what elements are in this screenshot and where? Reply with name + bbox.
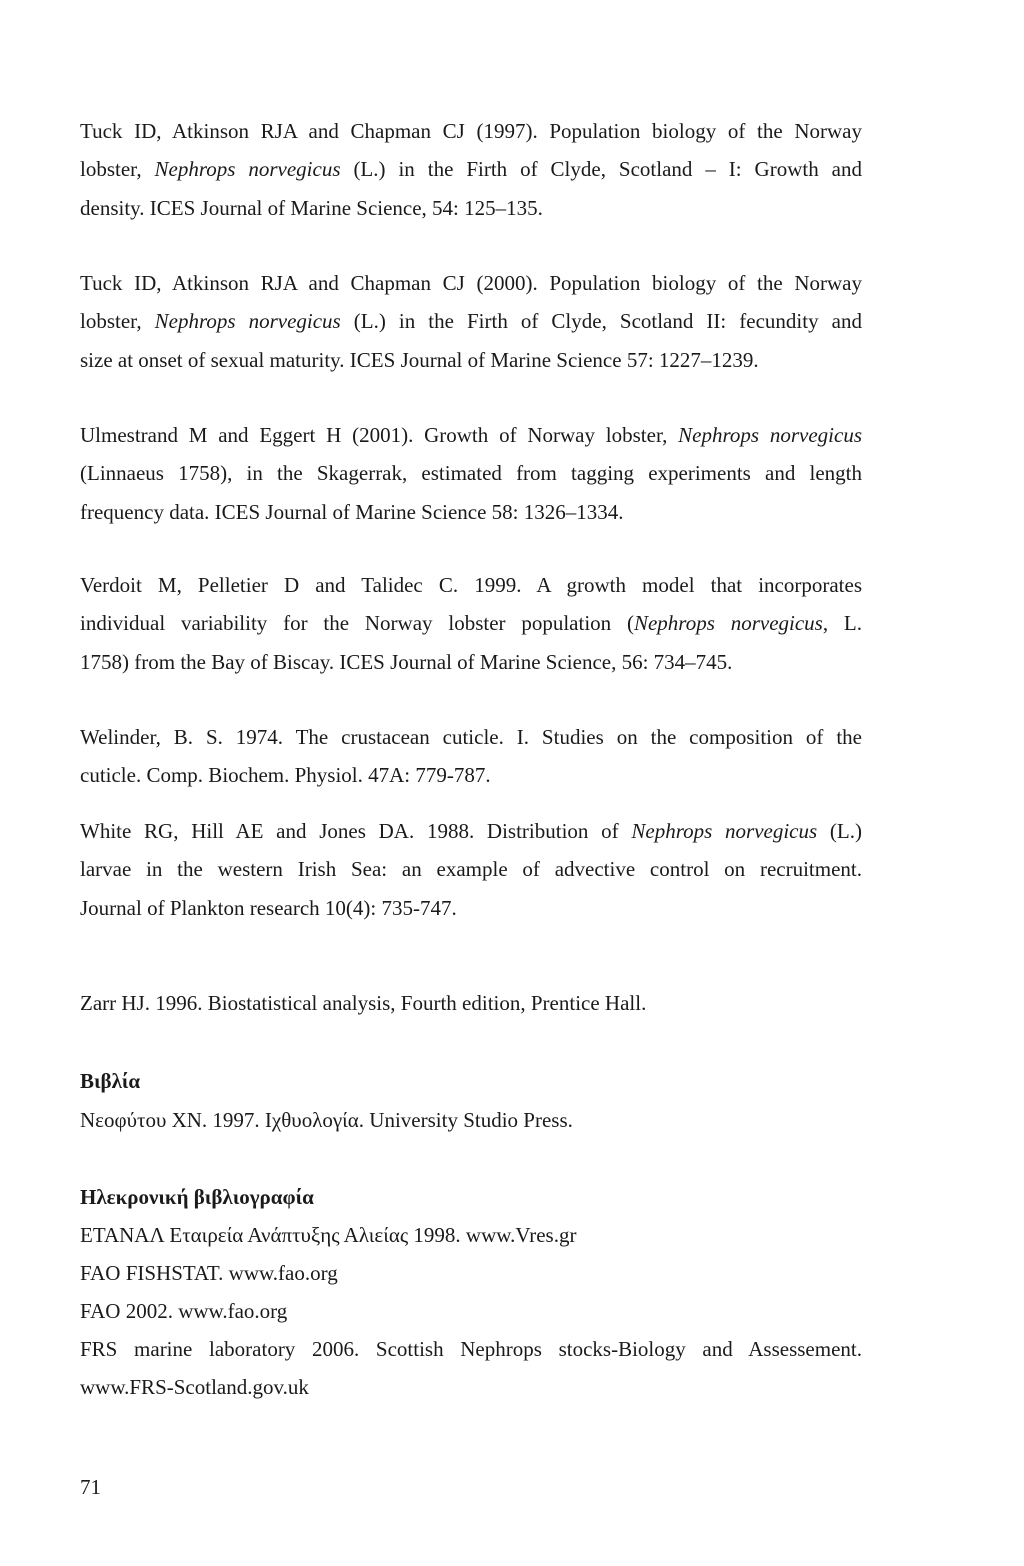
reference-line: size at onset of sexual maturity. ICES Journal of Marine Science 57: 1227–1239. <box>80 347 759 372</box>
species-name: Nephrops norvegicus <box>154 309 341 334</box>
web-references-heading: Ηλεκρονική βιβλιογραφία <box>80 1185 314 1209</box>
reference-entry <box>80 812 862 927</box>
reference-line: Journal of Plankton research 10(4): 735-747. <box>80 895 457 920</box>
reference-line: (Linnaeus 1758), in the Skagerrak, estimated from tagging experiments and length <box>80 461 862 486</box>
reference-line: White RG, Hill AE and Jones DA. 1988. Distribution of Nephrops norvegicus (L.) <box>80 819 862 843</box>
species-name: Nephrops norvegicus <box>678 423 862 447</box>
reference-line: density. ICES Journal of Marine Science, 54: 125–135. <box>80 195 543 220</box>
species-name: Nephrops norvegicus <box>154 157 341 182</box>
reference-entry <box>80 718 862 795</box>
species-name: Nephrops norvegicus <box>633 611 823 636</box>
reference-line: lobster, Nephrops norvegicus (L.) in the Firth of Clyde, Scotland – I: Growth and <box>80 157 862 182</box>
web-entry: FRS marine laboratory 2006. Scottish Nephrops stocks-Biology and Assessement. <box>80 1337 862 1361</box>
reference-entry <box>80 566 862 681</box>
reference-line: individual variability for the Norway lobster population (Nephrops norvegicus, L. <box>80 611 862 636</box>
reference-line: lobster, Nephrops norvegicus (L.) in the Firth of Clyde, Scotland II: fecundity and <box>80 309 862 334</box>
web-entry: FAO FISHSTAT. www.fao.org <box>80 1261 338 1285</box>
books-heading: Βιβλία <box>80 1069 141 1093</box>
reference-line: Zarr HJ. 1996. Biostatistical analysis, Fourth edition, Prentice Hall. <box>80 991 647 1015</box>
reference-line: Tuck ID, Atkinson RJA and Chapman CJ (2000). Population biology of the Norway <box>80 271 862 295</box>
web-entry: www.FRS-Scotland.gov.uk <box>80 1375 309 1399</box>
reference-line: Tuck ID, Atkinson RJA and Chapman CJ (1997). Population biology of the Norway <box>80 119 862 143</box>
web-entry: FAO 2002. www.fao.org <box>80 1299 288 1323</box>
reference-line: Welinder, B. S. 1974. The crustacean cuticle. I. Studies on the composition of the <box>80 725 862 749</box>
species-name: Nephrops norvegicus <box>631 819 818 843</box>
reference-entry <box>80 264 862 379</box>
book-entry: Νεοφύτου ΧΝ. 1997. Ιχθυολογία. University Studio Press. <box>80 1108 573 1132</box>
reference-line: larvae in the western Irish Sea: an example of advective control on recruitment. <box>80 857 862 882</box>
reference-line: 1758) from the Bay of Biscay. ICES Journal of Marine Science, 56: 734–745. <box>80 649 733 674</box>
reference-entry <box>80 984 862 1022</box>
reference-line: cuticle. Comp. Biochem. Physiol. 47A: 779-787. <box>80 763 491 788</box>
page-number: 71 <box>80 1475 101 1499</box>
reference-line: Ulmestrand M and Eggert H (2001). Growth of Norway lobster, Nephrops norvegicus <box>80 423 862 447</box>
reference-entry <box>80 416 862 531</box>
web-entry: ΕΤΑΝΑΛ Εταιρεία Ανάπτυξης Αλιείας 1998. www.Vres.gr <box>80 1223 577 1247</box>
reference-line: Verdoit M, Pelletier D and Talidec C. 1999. A growth model that incorporates <box>80 573 862 597</box>
reference-entry <box>80 112 862 227</box>
reference-line: frequency data. ICES Journal of Marine Science 58: 1326–1334. <box>80 499 624 524</box>
